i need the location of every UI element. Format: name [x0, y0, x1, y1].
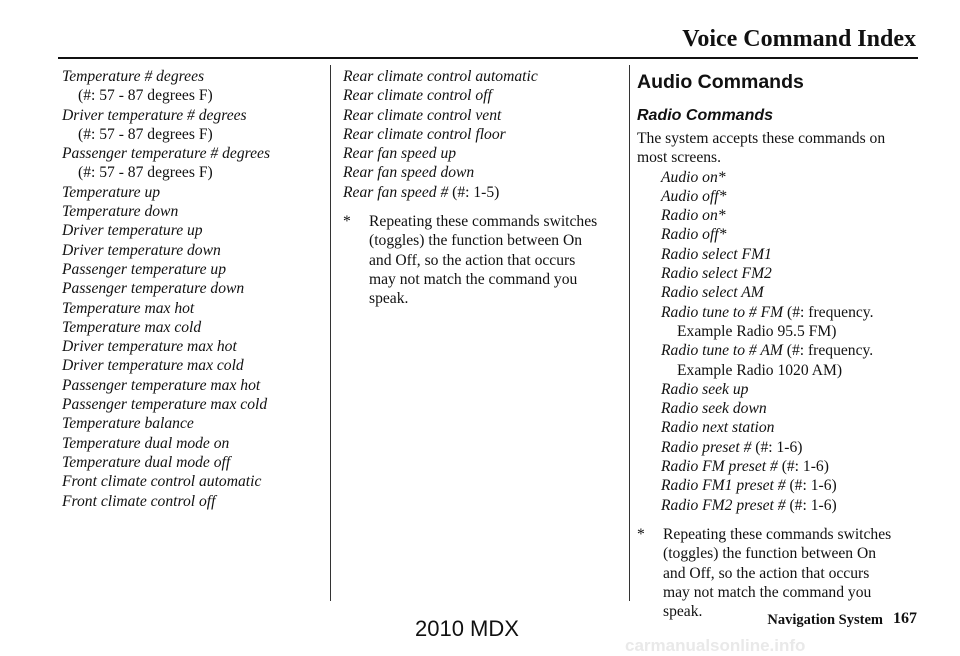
- command-parameter: (#: 1-6): [785, 477, 837, 495]
- command-item: [661, 283, 922, 302]
- command-parameter: (#: 1-5): [448, 183, 500, 201]
- command-text: Radio select AM: [661, 284, 764, 302]
- command-item: [661, 438, 922, 457]
- command-item: [62, 221, 324, 240]
- command-text: Temperature max hot: [62, 299, 195, 317]
- command-item: [62, 356, 324, 375]
- command-item: [661, 476, 922, 495]
- command-note: (#: 57 - 87 degrees F): [78, 164, 213, 182]
- command-item: [62, 376, 324, 395]
- command-text: Driver temperature up: [62, 222, 203, 240]
- command-text: Driver temperature max cold: [62, 357, 244, 375]
- command-text: Driver temperature # degrees: [62, 106, 247, 124]
- command-text: Radio tune to # FM: [661, 303, 784, 321]
- command-item: [62, 144, 324, 183]
- command-text: Rear fan speed down: [343, 164, 475, 182]
- page-number: 167: [893, 610, 917, 627]
- command-item: [661, 168, 922, 187]
- command-parameter: (#: 1-6): [751, 438, 803, 456]
- command-parameter: (#: 1-6): [777, 458, 829, 476]
- climate-commands-column-1: [62, 67, 324, 511]
- subsection-heading: Radio Commands: [637, 107, 774, 124]
- command-text: Passenger temperature max hot: [62, 376, 261, 394]
- command-text: Audio off*: [661, 187, 727, 205]
- command-text: Radio select FM2: [661, 265, 772, 283]
- command-text: Radio select FM1: [661, 245, 772, 263]
- command-item: [661, 206, 922, 225]
- command-item: [62, 106, 324, 145]
- footnote-mark: *: [637, 525, 645, 543]
- command-item: [62, 472, 324, 491]
- command-item: [62, 183, 324, 202]
- command-item: [62, 67, 324, 106]
- command-text: Audio on*: [661, 168, 726, 186]
- command-item: [661, 303, 922, 342]
- command-text: Radio off*: [661, 226, 727, 244]
- command-item: [62, 279, 324, 298]
- command-item: [62, 492, 324, 511]
- command-item: [661, 341, 922, 380]
- command-text: Temperature up: [62, 183, 161, 201]
- command-item: [343, 86, 618, 105]
- command-item: [661, 380, 922, 399]
- command-text: Temperature # degrees: [62, 68, 205, 85]
- command-item: [62, 299, 324, 318]
- command-text: Passenger temperature down: [62, 280, 245, 298]
- command-text: Rear climate control floor: [343, 125, 506, 143]
- command-text: Passenger temperature max cold: [62, 396, 268, 414]
- command-text: Radio FM preset #: [661, 458, 778, 476]
- command-text: Rear climate control off: [343, 87, 492, 105]
- command-item: [661, 496, 922, 515]
- footnote-mark: *: [343, 213, 351, 231]
- command-text: Temperature max cold: [62, 318, 202, 336]
- footnote: [343, 212, 618, 308]
- command-note: (#: 57 - 87 degrees F): [78, 87, 213, 105]
- command-text: Driver temperature down: [62, 241, 221, 259]
- command-item: [661, 245, 922, 264]
- command-text: Driver temperature max hot: [62, 338, 237, 356]
- command-text: Temperature balance: [62, 415, 194, 433]
- command-text: Passenger temperature up: [62, 260, 226, 278]
- command-text: Temperature down: [62, 203, 179, 221]
- footnote: [637, 525, 922, 621]
- command-text: Rear fan speed up: [343, 145, 457, 163]
- command-item: [62, 414, 324, 433]
- header-divider: [58, 57, 918, 59]
- command-parameter: (#: frequency.: [783, 303, 874, 321]
- command-text: Radio preset #: [661, 438, 752, 456]
- command-item: [661, 418, 922, 437]
- intro-text: The system accepts these commands on most screens.: [637, 130, 886, 167]
- command-item: [343, 67, 618, 86]
- column-divider-right: [629, 65, 630, 601]
- command-text: Radio seek up: [661, 380, 749, 398]
- command-parameter: (#: 1-6): [785, 496, 837, 514]
- climate-commands-column-2: [343, 67, 618, 309]
- command-parameter: (#: frequency.: [782, 342, 874, 360]
- command-item: [661, 264, 922, 283]
- footnote-text: Repeating these commands switches (toggles) the function between On and Off, so the action that occurs may not match the command you speak.: [369, 213, 598, 308]
- command-text: Rear climate control vent: [343, 106, 502, 124]
- command-item: [661, 187, 922, 206]
- command-text: Temperature dual mode on: [62, 434, 230, 452]
- command-list: [62, 67, 324, 511]
- footnote-text: Repeating these commands switches (toggles) the function between On and Off, so the action that occurs may not match the command you speak.: [663, 525, 892, 621]
- command-item: [62, 318, 324, 337]
- site-watermark: carmanualsonline.info: [625, 636, 806, 655]
- command-note: (#: 57 - 87 degrees F): [78, 125, 213, 143]
- command-note: Example Radio 1020 AM): [677, 361, 843, 379]
- command-note: Example Radio 95.5 FM): [677, 322, 837, 340]
- command-item: [62, 241, 324, 260]
- page-title: Voice Command Index: [682, 26, 916, 52]
- command-list: [343, 67, 618, 202]
- footer-section-label: Navigation System: [767, 612, 883, 628]
- command-text: Passenger temperature # degrees: [62, 145, 271, 163]
- column-divider-left: [330, 65, 331, 601]
- command-text: Front climate control automatic: [62, 473, 262, 491]
- command-list: [637, 168, 922, 515]
- command-item: [343, 125, 618, 144]
- command-item: [661, 457, 922, 476]
- command-text: Radio next station: [661, 419, 775, 437]
- command-item: [661, 399, 922, 418]
- command-item: [62, 202, 324, 221]
- command-item: [343, 144, 618, 163]
- command-item: [343, 183, 618, 202]
- command-item: [62, 337, 324, 356]
- command-text: Rear climate control automatic: [343, 68, 538, 85]
- command-text: Radio tune to # AM: [661, 342, 783, 360]
- command-text: Radio FM1 preset #: [661, 477, 786, 495]
- command-item: [62, 395, 324, 414]
- command-text: Front climate control off: [62, 492, 216, 510]
- command-item: [343, 163, 618, 182]
- section-heading: Audio Commands: [637, 71, 804, 93]
- command-text: Radio seek down: [661, 400, 767, 418]
- command-item: [62, 260, 324, 279]
- command-item: [343, 106, 618, 125]
- command-item: [62, 434, 324, 453]
- audio-commands-column: [637, 67, 922, 621]
- command-text: Radio FM2 preset #: [661, 496, 786, 514]
- command-text: Radio on*: [661, 207, 726, 225]
- command-text: Temperature dual mode off: [62, 453, 231, 471]
- model-watermark: 2010 MDX: [415, 616, 519, 641]
- command-item: [661, 225, 922, 244]
- command-text: Rear fan speed #: [343, 183, 449, 201]
- command-item: [62, 453, 324, 472]
